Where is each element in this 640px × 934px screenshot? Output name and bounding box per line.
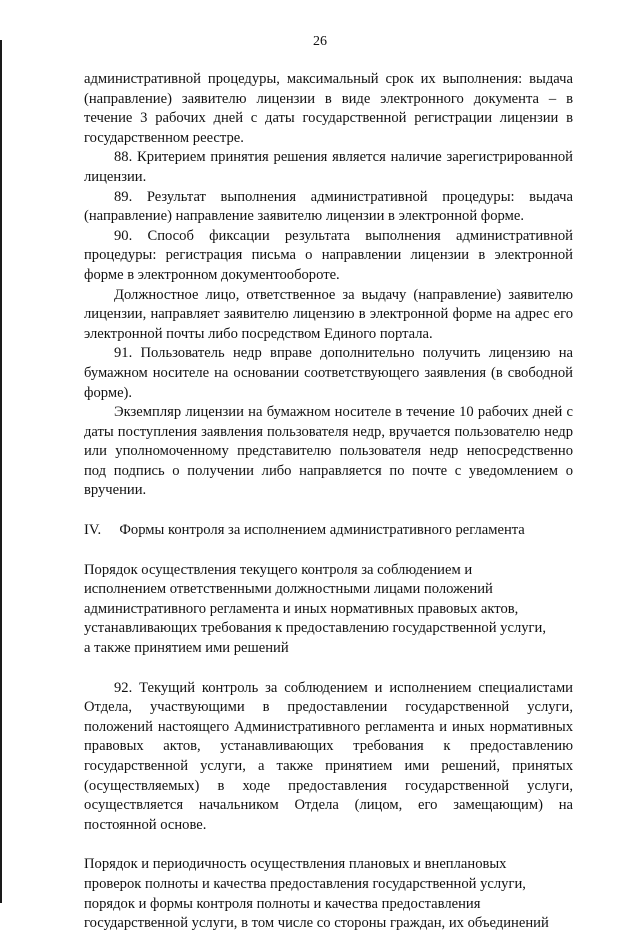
document-body: [84, 70, 573, 934]
paragraph-89: 89. Результат выполнения административной процедуры: выдача (направление) направление заявителю лицензии в электронной форме.: [84, 188, 573, 225]
scan-edge-line: [0, 40, 2, 903]
subheading-line: Порядок осуществления текущего контроля за соблюдением и: [84, 561, 473, 578]
subheading-current-control: [84, 561, 573, 659]
paragraph-official: Должностное лицо, ответственное за выдачу (направление) заявителю лицензии, направляет заявителю лицензию в электронной форме на адрес его электронной почты либо посредством Единого портала.: [84, 286, 573, 342]
subheading-line: Порядок и периодичность осуществления плановых и внеплановых: [84, 856, 507, 873]
subheading-line: административного регламента и иных нормативных правовых актов,: [84, 600, 519, 617]
paragraph-88: 88. Критерием принятия решения является наличие зарегистрированной лицензии.: [84, 149, 573, 185]
paragraph-paper-copy: Экземпляр лицензии на бумажном носителе в течение 10 рабочих дней с даты поступления заявления пользователя недр, вручается пользователю недр или уполномоченному представителю пользователя недр непосредственно под подпись о получении либо направляется по почте с уведомлением о вручении.: [84, 404, 573, 499]
subheading-line: устанавливающих требования к предоставлению государственной услуги,: [84, 620, 546, 637]
subheading-inspections: [84, 855, 573, 933]
page-number: 26: [313, 34, 327, 49]
subheading-line: исполнением ответственными должностными лицами положений: [84, 581, 493, 598]
paragraph-90: 90. Способ фиксации результата выполнения административной процедуры: регистрация письма о направлении лицензии в электронной форме в электронном документообороте.: [84, 227, 573, 283]
section-heading: IV. Формы контроля за исполнением административного регламента: [84, 522, 525, 539]
paragraph-continuation: административной процедуры, максимальный срок их выполнения: выдача (направление) заявителю лицензии в виде электронного документа – в течение 3 рабочих дней с даты государственной регистрации лицензии в государственном реестре.: [84, 71, 573, 146]
subheading-line: государственной услуги, в том числе со стороны граждан, их объединений: [84, 915, 549, 932]
paragraph-91: 91. Пользователь недр вправе дополнительно получить лицензию на бумажном носителе на основании соответствующего заявления (в свободной форме).: [84, 345, 573, 401]
subheading-line: проверок полноты и качества предоставления государственной услуги,: [84, 875, 526, 892]
paragraph-92: 92. Текущий контроль за соблюдением и исполнением специалистами Отдела, участвующими в предоставлении государственной услуги, положений настоящего Административного регламента и иных нормативных правовых актов, устанавливающих требования к предоставлению государственной услуги, а также принятием ими решений, принятых (осуществляемых) в ходе предоставления государственной услуги, осуществляется начальником Отдела (лицом, его замещающим) на постоянной основе.: [84, 679, 573, 833]
subheading-line: порядок и формы контроля полноты и качества предоставления: [84, 895, 481, 912]
subheading-line: а также принятием ими решений: [84, 640, 289, 657]
